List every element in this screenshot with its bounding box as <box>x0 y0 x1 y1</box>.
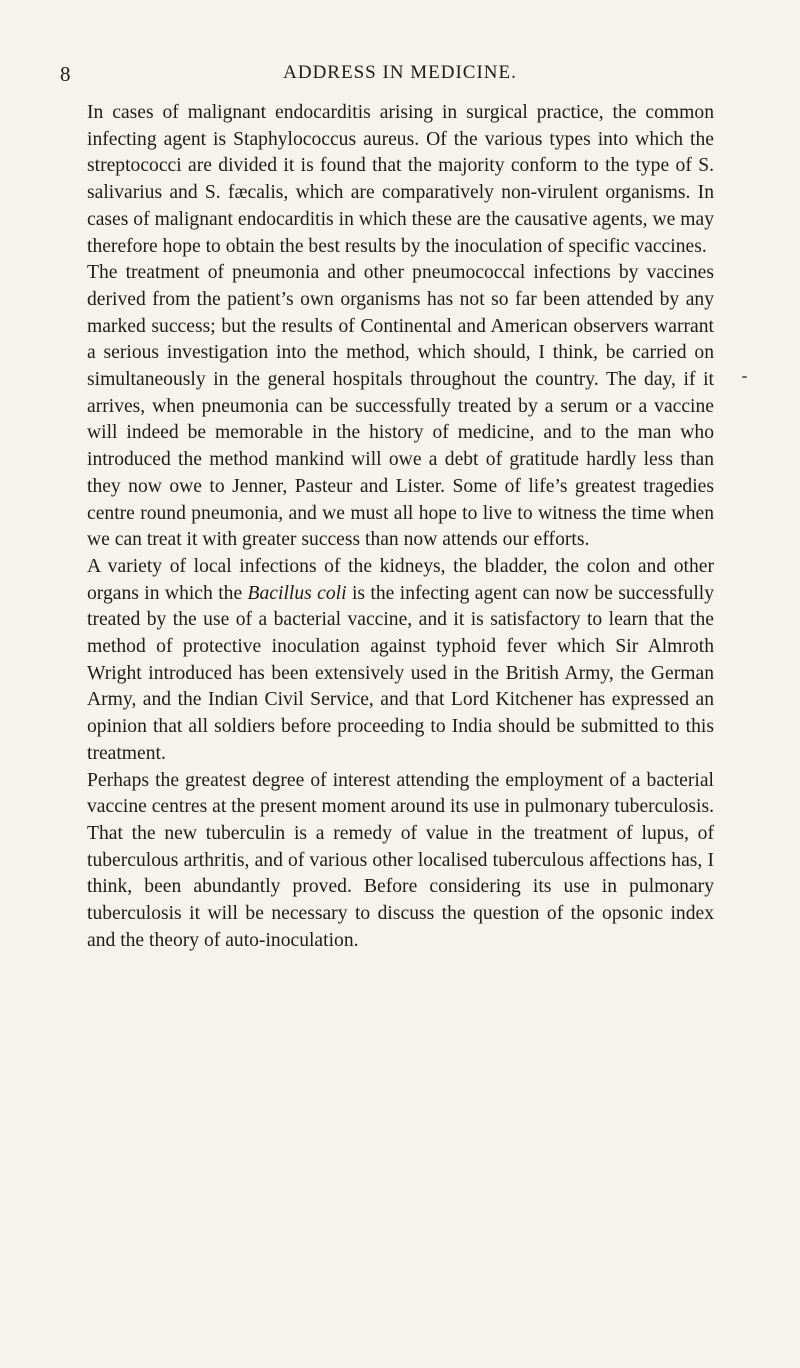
margin-speck-mark <box>742 376 747 378</box>
paragraph-pneumonia: The treatment of pneumonia and other pneumococcal infections by vaccines derived from the patient’s own organisms has not so far been attended by any marked success; but the results of Continental and American observers warrant a serious investigation into the method, which should, I think, be carried on simultaneously in the general hospitals throughout the country. The day, if it arrives, when pneumonia can be successfully treated by a serum or a vaccine will indeed be memorable in the history of medicine, and to the man who introduced the method mankind will owe a debt of gratitude hardly less than they now owe to Jenner, Pasteur and Lister. Some of life’s greatest tragedies centre round pneumonia, and we must all hope to live to witness the time when we can treat it with greater success than now attends our efforts. <box>87 262 714 551</box>
paragraph-endocarditis: In cases of malignant endocarditis arising in surgical practice, the common infecting agent is Staphylococcus aureus. Of the various types into which the streptococci are divided it is found that the majority conform to the type of S. salivarius and S. fæcalis, which are comparatively non-virulent organisms. In cases of malignant endocarditis in which these are the causative agents, we may therefore hope to obtain the best results by the inoculation of specific vaccines. <box>87 102 714 257</box>
paragraph-tuberculosis: Perhaps the greatest degree of interest attending the employment of a bacterial vaccine centres at the present moment around its use in pulmonary tuberculosis. That the new tuberculin is a remedy of value in the treatment of lupus, of tuberculous arthritis, and of various other localised tuberculous affections has, I think, been abundantly proved. Before considering its use in pulmonary tuberculosis it will be necessary to discuss the question of the opsonic index and the theory of auto-inoculation. <box>87 769 714 951</box>
paragraph-local-infections-start: A variety of local infections of the kidneys, the bladder, the colon and other organs in which the <box>87 555 714 604</box>
page-header <box>60 62 740 92</box>
running-head: ADDRESS IN MEDICINE. <box>283 62 517 83</box>
body-text <box>87 100 714 955</box>
bacillus-coli-term: Bacillus coli <box>247 582 347 604</box>
page-number: 8 <box>60 62 71 86</box>
paragraph-local-infections-end: is the infecting agent can now be successfully treated by the use of a bacterial vaccine, and it is satisfactory to learn that the method of protective inoculation against typhoid fever which Sir Almroth Wright introduced has been extensively used in the British Army, the German Army, and the Indian Civil Service, and that Lord Kitchener has expressed an opinion that all soldiers before proceeding to India should be submitted to this treatment. <box>87 582 714 764</box>
paragraph-local-infections <box>87 554 714 768</box>
